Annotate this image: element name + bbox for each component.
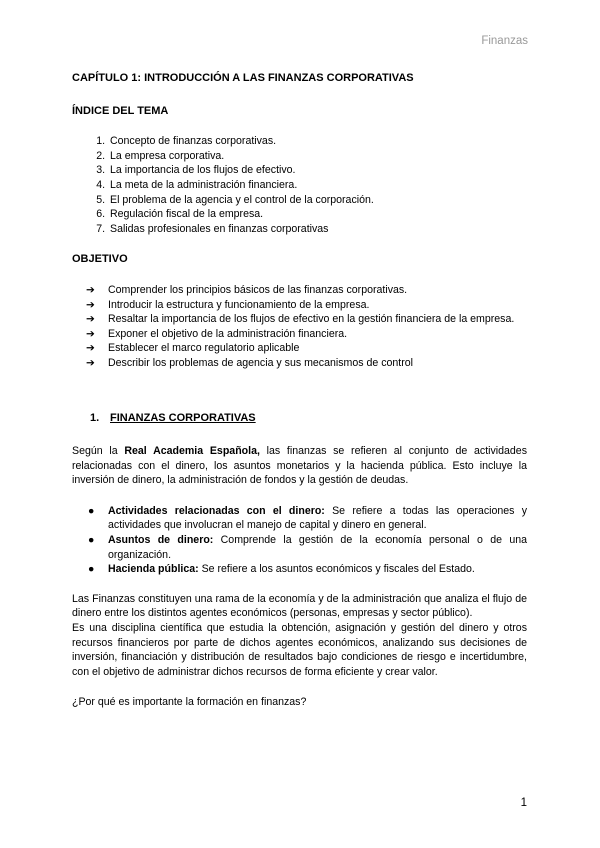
index-item: 6. Regulación fiscal de la empresa. <box>108 207 527 222</box>
definition-list <box>72 504 527 577</box>
section-title: FINANZAS CORPORATIVAS <box>110 411 256 424</box>
bullet-dot-icon: ● <box>88 534 95 547</box>
right-arrow-icon: ➔ <box>86 342 95 355</box>
bullet-dot-icon: ● <box>88 504 95 517</box>
chapter-title: CAPÍTULO 1: INTRODUCCIÓN A LAS FINANZAS CORPORATIVAS <box>72 72 414 84</box>
page-number: 1 <box>520 797 527 809</box>
objective-item: ➔ Establecer el marco regulatorio aplicable <box>86 342 300 355</box>
definition-item: ● Asuntos de dinero: Comprende la gestión de la economía personal o de una organización. <box>88 534 527 561</box>
section-number: 1. <box>90 411 100 424</box>
question-paragraph: ¿Por qué es importante la formación en finanzas? <box>72 696 307 709</box>
objective-item: ➔ Resaltar la importancia de los flujos de efectivo en la gestión financiera de la empresa. <box>86 313 515 326</box>
definition-item: ● Actividades relacionadas con el dinero: Se refiere a todas las operaciones y actividades que involucran el manejo de capital y dinero en general. <box>88 504 527 532</box>
paragraph-discipline: Es una disciplina científica que estudia la obtención, asignación y gestión del dinero y otros recursos financieros por parte de dichos agentes económicos, analizando sus decisiones de inversión, financiación y distribución de resultados bajo condiciones de riesgo e incertidumbre, con el objetivo de administrar dichos recursos de forma eficiente y crear valor. <box>72 622 527 678</box>
page-content <box>72 71 527 710</box>
right-arrow-icon: ➔ <box>86 356 95 369</box>
right-arrow-icon: ➔ <box>86 298 95 311</box>
rae-bold: Real Academia Española, <box>124 445 260 458</box>
objective-heading: OBJETIVO <box>72 253 128 266</box>
index-heading: ÍNDICE DEL TEMA <box>72 104 169 117</box>
definition-item: ● Hacienda pública: Se refiere a los asuntos económicos y fiscales del Estado. <box>88 563 475 576</box>
intro-paragraph: Según la Real Academia Española, las finanzas se refieren al conjunto de actividades relacionadas con el dinero, los asuntos monetarios y la hacienda pública. Esto incluye la inversión de dinero, la administración de fondos y la gestión de deudas. <box>72 445 528 487</box>
objective-list <box>72 283 527 371</box>
objective-item: ➔ Comprender los principios básicos de las finanzas corporativas. <box>86 283 408 296</box>
index-item: 2. La empresa corporativa. <box>108 149 527 164</box>
index-item: 1. Concepto de finanzas corporativas. <box>108 134 527 149</box>
running-header: Finanzas <box>481 35 528 47</box>
index-item: 3. La importancia de los flujos de efectivo. <box>108 163 527 178</box>
section-heading <box>90 411 527 426</box>
right-arrow-icon: ➔ <box>86 283 95 296</box>
objective-item: ➔ Introducir la estructura y funcionamiento de la empresa. <box>86 298 370 311</box>
index-item: 5. El problema de la agencia y el control de la corporación. <box>108 193 527 208</box>
paragraph-finance-branch: Las Finanzas constituyen una rama de la economía y de la administración que analiza el flujo de dinero entre los distintos agentes económicos (personas, empresas y sector público). <box>72 592 527 620</box>
bullet-dot-icon: ● <box>88 563 95 576</box>
objective-item: ➔ Describir los problemas de agencia y sus mecanismos de control <box>86 356 413 369</box>
right-arrow-icon: ➔ <box>86 313 95 326</box>
index-list <box>72 134 527 236</box>
objective-item: ➔ Exponer el objetivo de la administración financiera. <box>86 327 348 340</box>
right-arrow-icon: ➔ <box>86 327 95 340</box>
index-item: 7. Salidas profesionales en finanzas corporativas <box>108 222 527 237</box>
index-item: 4. La meta de la administración financiera. <box>108 178 527 193</box>
